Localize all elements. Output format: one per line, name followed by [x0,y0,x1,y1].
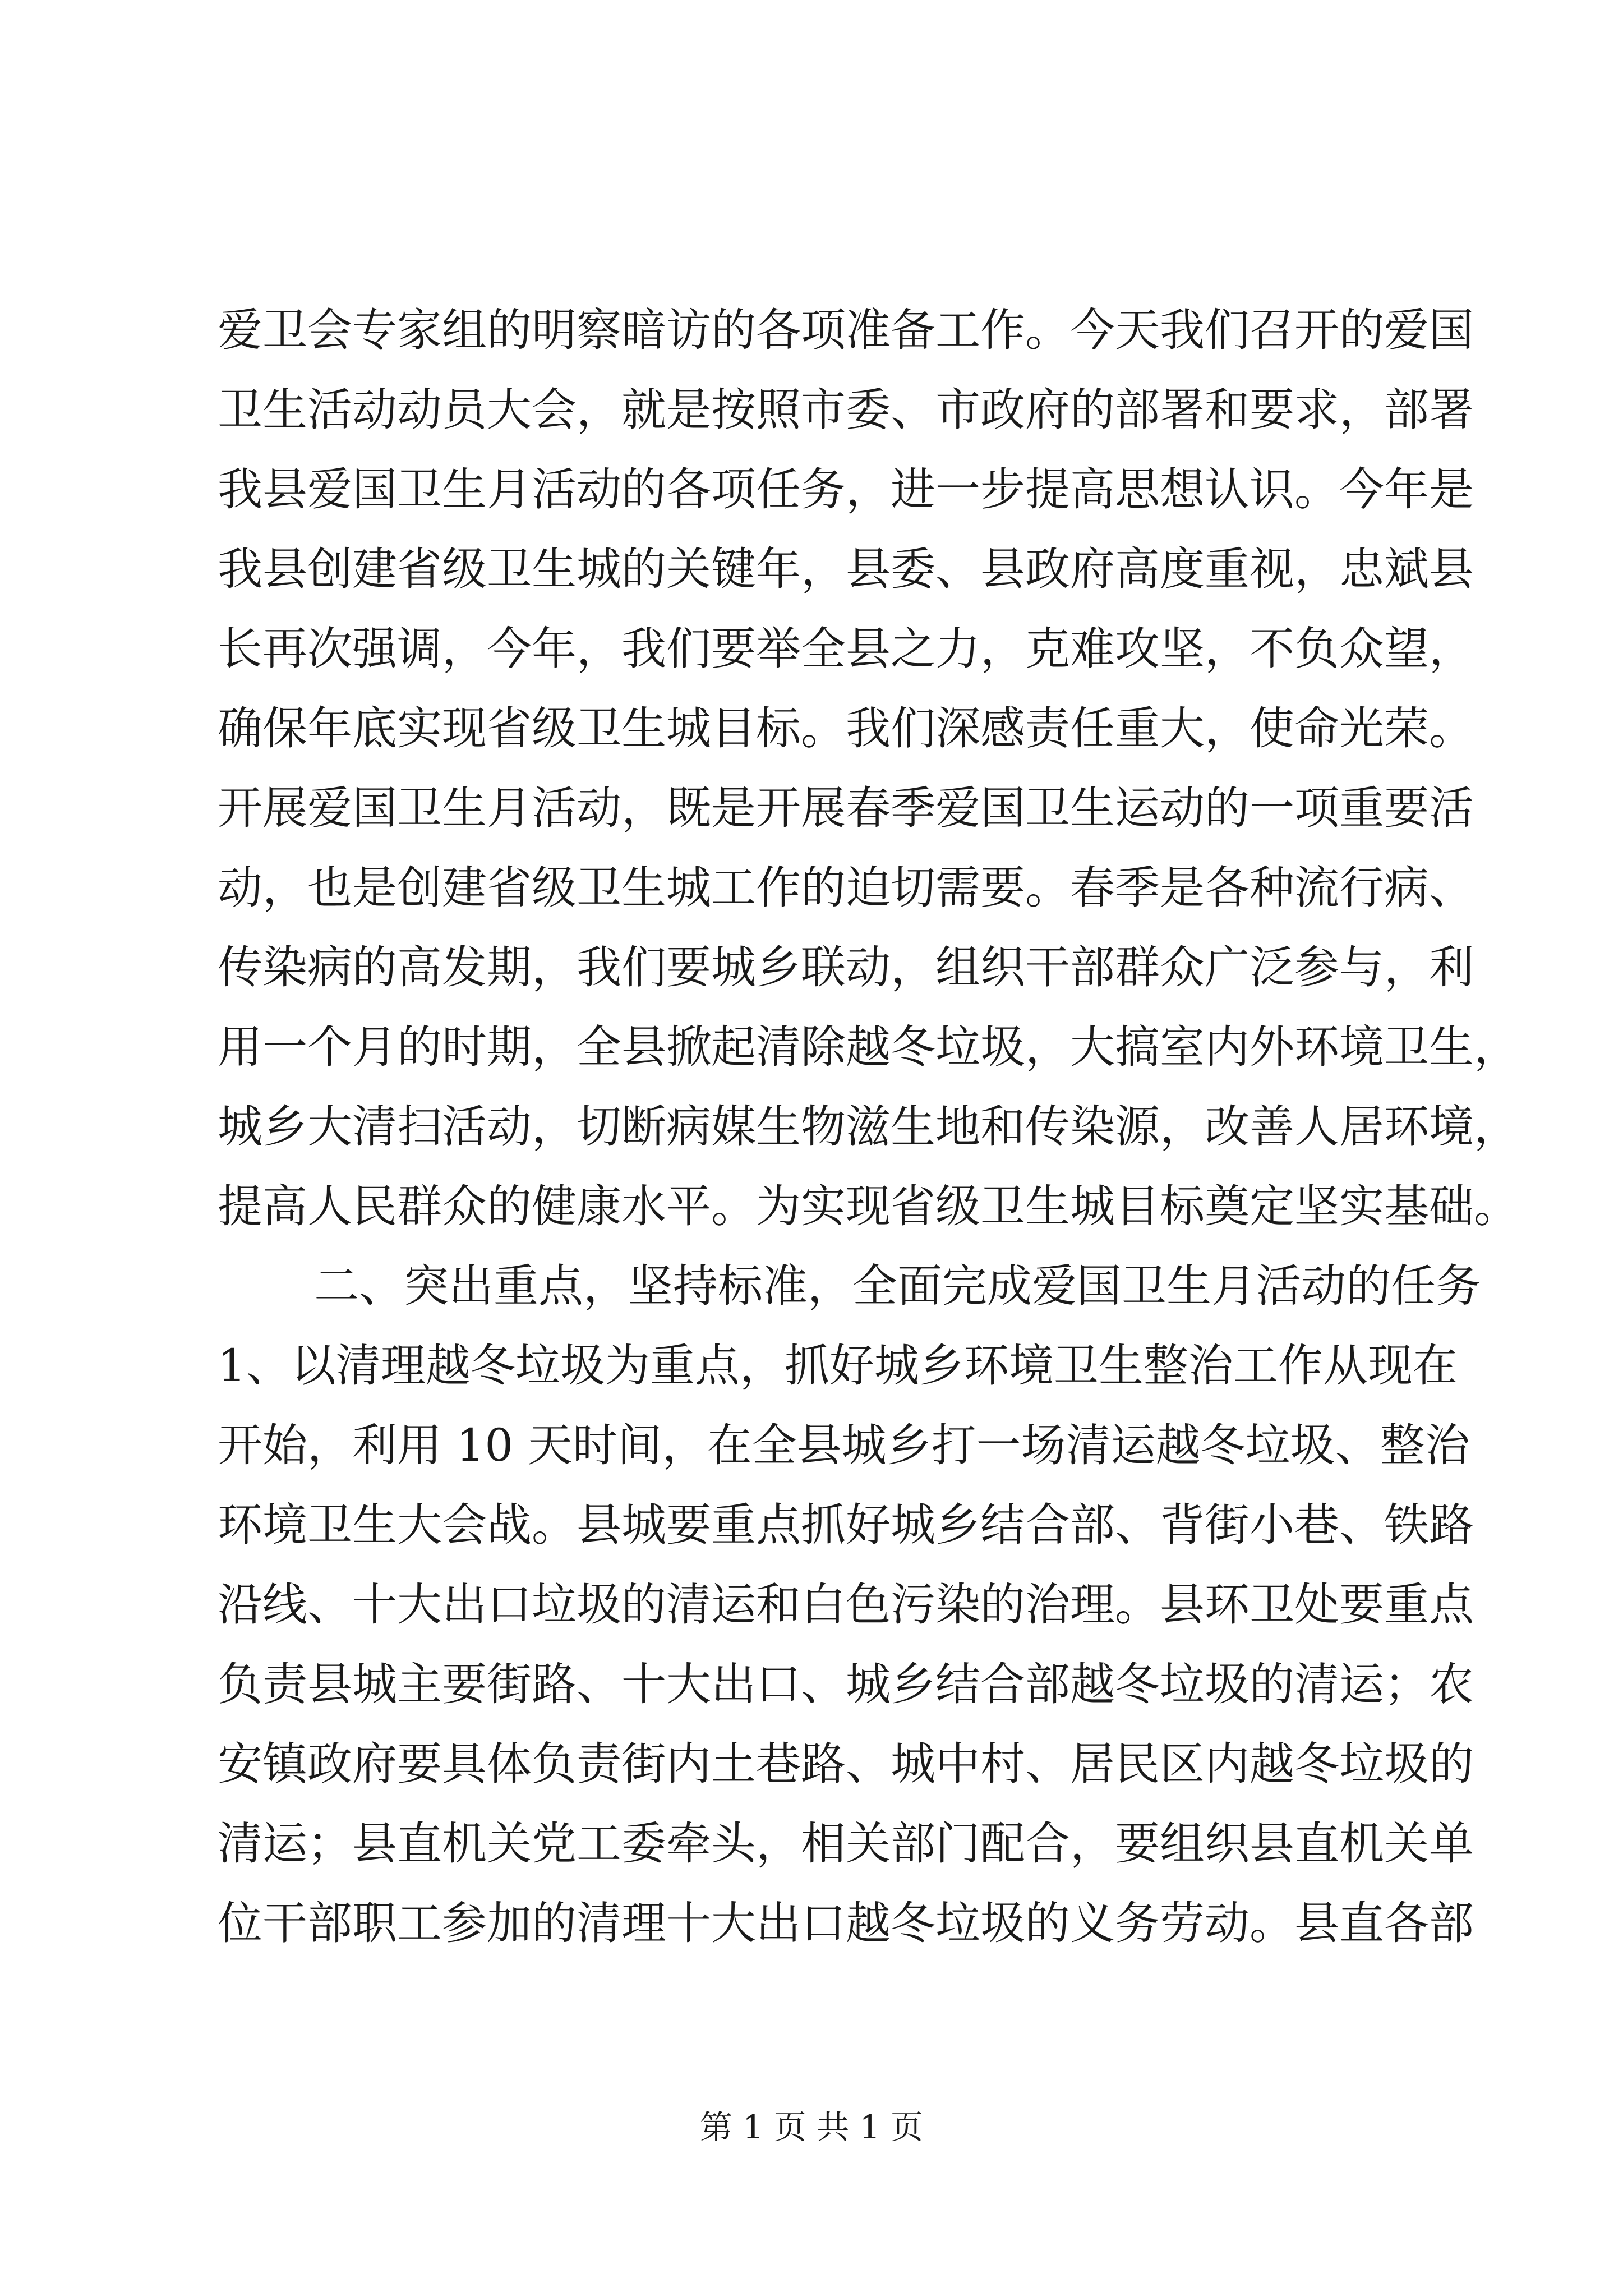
text-line: 沿线、十大出口垃圾的清运和白色污染的治理。县环卫处要重点 [218,1579,1474,1631]
text-line: 提高人民群众的健康水平。为实现省级卫生城目标奠定坚实基础。 [218,1180,1519,1232]
text-line: 长再次强调，今年，我们要举全县之力，克难攻坚，不负众望， [218,623,1474,675]
document-body [218,291,1519,1963]
text-line: 负责县城主要街路、十大出口、城乡结合部越冬垃圾的清运；农 [218,1658,1474,1710]
text-line: 用一个月的时期，全县掀起清除越冬垃圾，大搞室内外环境卫生， [218,1021,1519,1073]
text-line: 环境卫生大会战。县城要重点抓好城乡结合部、背街小巷、铁路 [218,1499,1474,1551]
text-line: 安镇政府要具体负责街内土巷路、城中村、居民区内越冬垃圾的 [218,1738,1474,1790]
text-line: 我县爱国卫生月活动的各项任务，进一步提高思想认识。今年是 [218,463,1474,516]
page-number-footer: 第 1 页 共 1 页 [700,2108,923,2146]
text-line: 开始，利用 10 天时间，在全县城乡打一场清运越冬垃圾、整治 [218,1419,1470,1471]
text-line: 确保年底实现省级卫生城目标。我们深感责任重大，使命光荣。 [218,702,1474,754]
text-line: 爱卫会专家组的明察暗访的各项准备工作。今天我们召开的爱国 [218,304,1474,356]
text-line: 我县创建省级卫生城的关键年，县委、县政府高度重视，忠斌县 [218,543,1474,595]
text-line: 1、以清理越冬垃圾为重点，抓好城乡环境卫生整治工作从现在 [218,1340,1458,1392]
text-line: 开展爱国卫生月活动，既是开展春季爱国卫生运动的一项重要活 [218,782,1474,834]
section-heading: 二、突出重点，坚持标准，全面完成爱国卫生月活动的任务 [314,1260,1481,1312]
text-line: 动，也是创建省级卫生城工作的迫切需要。春季是各种流行病、 [218,862,1474,914]
text-line: 传染病的高发期，我们要城乡联动，组织干部群众广泛参与，利 [218,941,1474,993]
text-line: 清运；县直机关党工委牵头，相关部门配合，要组织县直机关单 [218,1818,1474,1870]
text-line: 城乡大清扫活动，切断病媒生物滋生地和传染源，改善人居环境， [218,1101,1519,1153]
text-line: 位干部职工参加的清理十大出口越冬垃圾的义务劳动。县直各部 [218,1897,1474,1949]
text-line: 卫生活动动员大会，就是按照市委、市政府的部署和要求，部署 [218,384,1474,436]
